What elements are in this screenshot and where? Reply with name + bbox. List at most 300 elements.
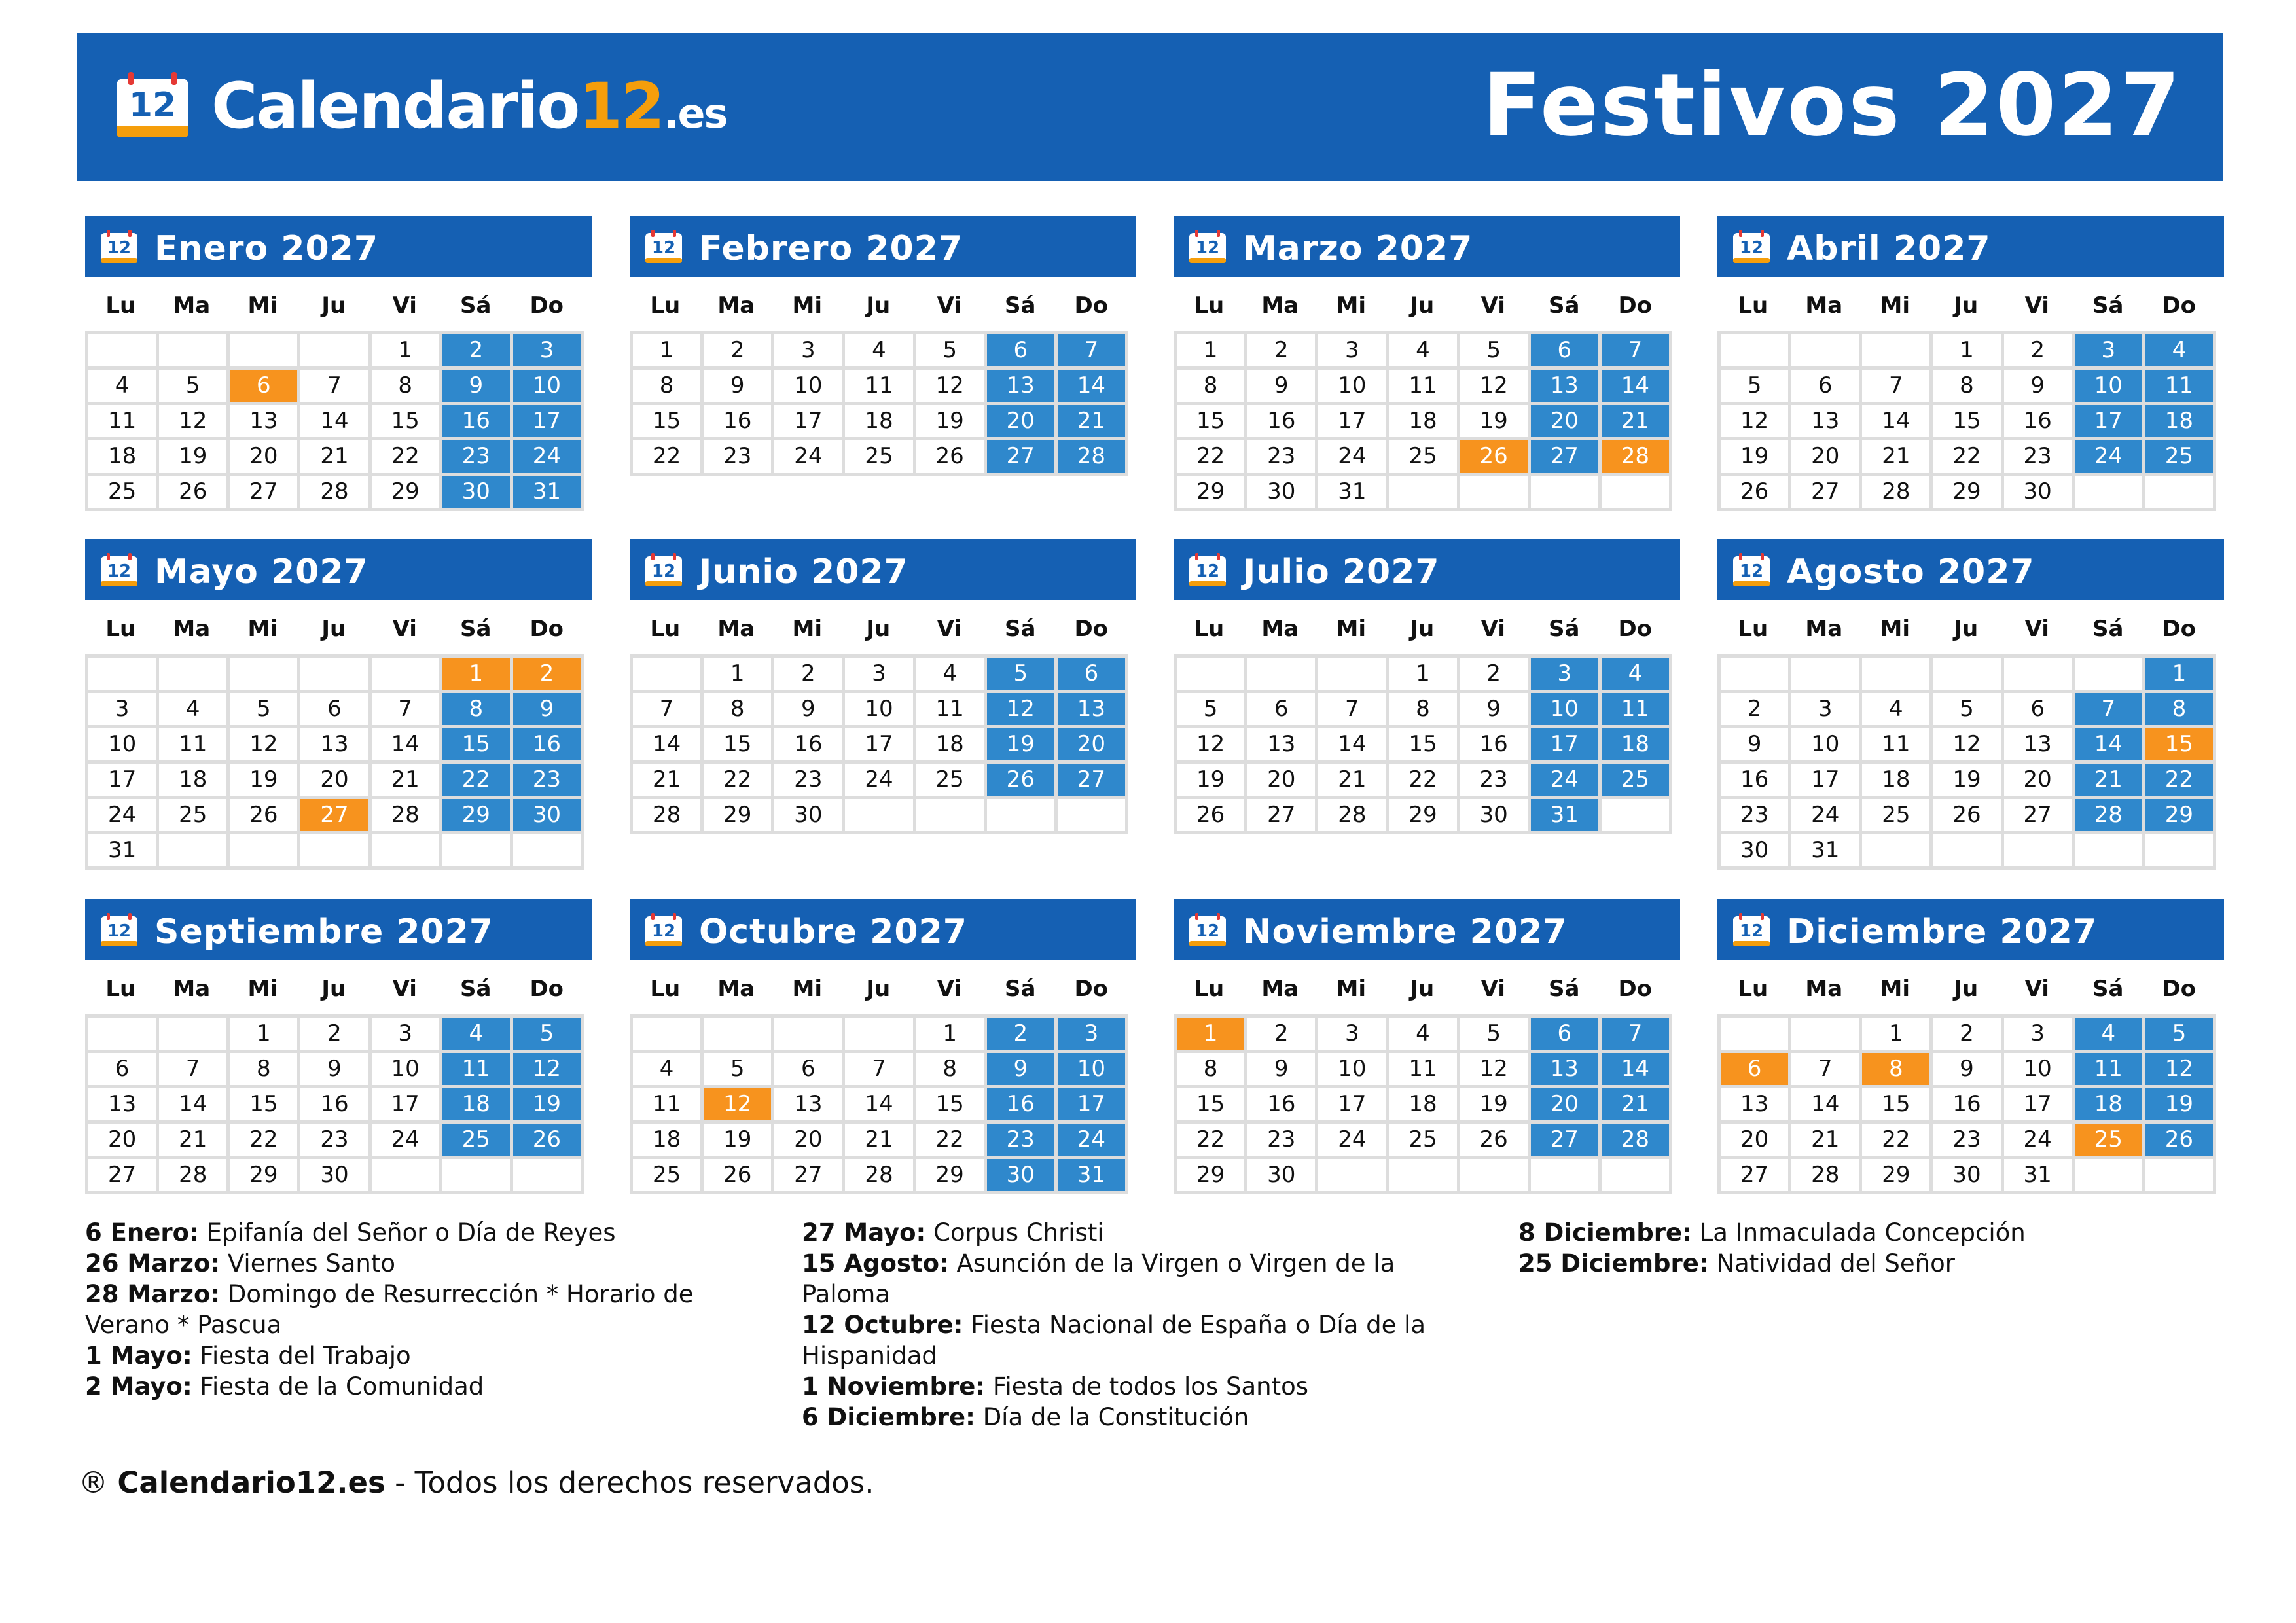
holiday-list-column-3	[1518, 1217, 2212, 1279]
weekday-label: Ju	[321, 616, 346, 642]
empty-day-cell	[1389, 1159, 1456, 1191]
calendar-icon-number: 12	[1195, 921, 1220, 941]
weekday-header-row	[1174, 289, 1672, 322]
day-cell: 6	[987, 334, 1054, 366]
holiday-name: Fiesta de la Comunidad	[200, 1372, 484, 1400]
day-cell: 13	[88, 1088, 156, 1120]
day-cell: 6	[1058, 658, 1125, 690]
day-cell: 29	[2145, 799, 2213, 831]
day-cell: 27	[1058, 764, 1125, 796]
day-cell: 6	[300, 693, 368, 725]
holiday-name: Domingo de Resurrección * Horario de Verano * Pascua	[85, 1280, 694, 1339]
day-cell: 18	[845, 405, 912, 437]
weekday-label: Ju	[866, 616, 891, 642]
day-cell: 21	[159, 1124, 226, 1156]
empty-day-cell	[230, 834, 297, 866]
empty-day-cell	[1791, 1018, 1859, 1050]
day-cell: 8	[230, 1053, 297, 1085]
empty-day-cell	[513, 1159, 581, 1191]
day-cell: 19	[230, 764, 297, 796]
day-grid	[85, 331, 584, 511]
weekday-label: Ma	[173, 293, 211, 319]
day-cell: 20	[230, 440, 297, 473]
day-cell: 17	[774, 405, 842, 437]
day-cell: 14	[300, 405, 368, 437]
day-cell: 18	[2145, 405, 2213, 437]
day-cell: 15	[1389, 728, 1456, 760]
month-title: Marzo 2027	[1243, 229, 1473, 268]
empty-day-cell	[159, 834, 226, 866]
day-cell: 11	[159, 728, 226, 760]
day-cell: 24	[845, 764, 912, 796]
day-cell: 23	[1721, 799, 1788, 831]
weekday-label: Ma	[1261, 293, 1299, 319]
empty-day-cell	[300, 334, 368, 366]
day-cell: 14	[1602, 1053, 1669, 1085]
day-cell: 5	[987, 658, 1054, 690]
day-cell: 25	[2075, 1124, 2142, 1156]
day-cell: 28	[1791, 1159, 1859, 1191]
day-cell: 9	[1247, 370, 1315, 402]
day-cell: 11	[1389, 1053, 1456, 1085]
day-cell: 22	[230, 1124, 297, 1156]
day-cell: 29	[1933, 476, 2000, 508]
day-cell: 14	[1318, 728, 1386, 760]
day-cell: 30	[987, 1159, 1054, 1191]
holiday-item	[802, 1310, 1482, 1371]
day-cell: 5	[1177, 693, 1244, 725]
holiday-name: Día de la Constitución	[982, 1403, 1249, 1431]
day-cell: 13	[1531, 370, 1598, 402]
empty-day-cell	[987, 799, 1054, 831]
month-calendar	[85, 539, 592, 863]
month-calendar	[1717, 216, 2224, 517]
day-cell: 9	[300, 1053, 368, 1085]
day-cell: 21	[1602, 1088, 1669, 1120]
footer-text: - Todos los derechos reservados.	[395, 1465, 874, 1500]
day-cell: 26	[513, 1124, 581, 1156]
weekday-label: Lu	[1738, 976, 1768, 1002]
day-cell: 12	[1177, 728, 1244, 760]
day-cell: 11	[1389, 370, 1456, 402]
day-cell: 10	[372, 1053, 439, 1085]
day-grid	[630, 1014, 1128, 1194]
day-cell: 17	[1318, 1088, 1386, 1120]
weekday-label: Lu	[1194, 976, 1225, 1002]
month-header	[1174, 216, 1680, 277]
day-cell: 8	[1389, 693, 1456, 725]
day-cell: 29	[230, 1159, 297, 1191]
day-cell: 24	[1058, 1124, 1125, 1156]
day-cell: 10	[88, 728, 156, 760]
day-cell: 10	[2004, 1053, 2072, 1085]
empty-day-cell	[1721, 1018, 1788, 1050]
day-cell: 4	[442, 1018, 510, 1050]
weekday-label: Vi	[937, 976, 961, 1002]
holiday-date: 12 Octubre:	[802, 1311, 963, 1339]
day-cell: 9	[1721, 728, 1788, 760]
brand-name: Calendario	[211, 69, 579, 143]
empty-day-cell	[442, 834, 510, 866]
weekday-header-row	[1174, 972, 1672, 1005]
month-title: Mayo 2027	[154, 552, 368, 592]
day-cell: 25	[845, 440, 912, 473]
day-cell: 22	[704, 764, 771, 796]
day-cell: 27	[88, 1159, 156, 1191]
day-cell: 16	[704, 405, 771, 437]
calendar-icon-number: 12	[1739, 921, 1764, 941]
empty-day-cell	[1933, 834, 2000, 866]
day-cell: 26	[1460, 1124, 1528, 1156]
day-cell: 5	[1460, 334, 1528, 366]
month-title: Abril 2027	[1787, 229, 1991, 268]
day-cell: 29	[704, 799, 771, 831]
weekday-label: Ju	[1954, 293, 1979, 319]
weekday-header-row	[1174, 613, 1672, 645]
day-cell: 12	[916, 370, 984, 402]
day-cell: 12	[704, 1088, 771, 1120]
empty-day-cell	[1531, 476, 1598, 508]
day-cell: 12	[987, 693, 1054, 725]
day-cell: 4	[845, 334, 912, 366]
day-cell: 12	[1933, 728, 2000, 760]
day-cell: 5	[704, 1053, 771, 1085]
brand-logo[interactable]	[211, 67, 726, 153]
day-cell: 12	[1721, 405, 1788, 437]
day-cell: 4	[1602, 658, 1669, 690]
day-cell: 20	[300, 764, 368, 796]
day-cell: 17	[88, 764, 156, 796]
day-cell: 17	[1531, 728, 1598, 760]
empty-day-cell	[159, 658, 226, 690]
day-cell: 6	[2004, 693, 2072, 725]
day-cell: 16	[513, 728, 581, 760]
weekday-label: Sá	[1549, 616, 1580, 642]
day-cell: 1	[1177, 334, 1244, 366]
day-cell: 23	[774, 764, 842, 796]
day-cell: 10	[1791, 728, 1859, 760]
day-cell: 3	[1318, 1018, 1386, 1050]
day-cell: 6	[230, 370, 297, 402]
month-title: Febrero 2027	[699, 229, 963, 268]
empty-day-cell	[159, 1018, 226, 1050]
weekday-label: Ju	[1410, 293, 1435, 319]
weekday-label: Ma	[717, 976, 755, 1002]
day-cell: 5	[1721, 370, 1788, 402]
day-cell: 19	[1721, 440, 1788, 473]
empty-day-cell	[1602, 1159, 1669, 1191]
weekday-label: Vi	[392, 293, 417, 319]
day-cell: 10	[1531, 693, 1598, 725]
empty-day-cell	[1602, 799, 1669, 831]
day-cell: 31	[513, 476, 581, 508]
weekday-label: Do	[1074, 616, 1109, 642]
holiday-date: 2 Mayo:	[85, 1372, 192, 1400]
day-cell: 23	[1933, 1124, 2000, 1156]
month-header	[630, 899, 1136, 960]
day-cell: 18	[1862, 764, 1929, 796]
day-cell: 25	[1389, 440, 1456, 473]
day-cell: 13	[774, 1088, 842, 1120]
day-cell: 17	[1318, 405, 1386, 437]
day-cell: 22	[1177, 440, 1244, 473]
day-cell: 8	[1933, 370, 2000, 402]
weekday-label: Vi	[1480, 976, 1505, 1002]
day-cell: 17	[2004, 1088, 2072, 1120]
calendar-icon-number: 12	[651, 921, 676, 941]
day-cell: 7	[159, 1053, 226, 1085]
day-cell: 1	[1862, 1018, 1929, 1050]
brand-tld: .es	[663, 90, 727, 137]
day-cell: 8	[1862, 1053, 1929, 1085]
weekday-label: Ju	[866, 976, 891, 1002]
day-cell: 15	[1933, 405, 2000, 437]
day-cell: 12	[1460, 370, 1528, 402]
day-cell: 10	[845, 693, 912, 725]
copyright-footer	[79, 1463, 874, 1503]
day-cell: 9	[1933, 1053, 2000, 1085]
day-cell: 1	[442, 658, 510, 690]
day-cell: 26	[159, 476, 226, 508]
day-cell: 27	[230, 476, 297, 508]
day-cell: 27	[2004, 799, 2072, 831]
day-cell: 19	[2145, 1088, 2213, 1120]
day-cell: 8	[1177, 1053, 1244, 1085]
day-cell: 16	[2004, 405, 2072, 437]
weekday-label: Do	[529, 293, 564, 319]
weekday-label: Lu	[650, 616, 681, 642]
day-cell: 4	[1389, 334, 1456, 366]
day-cell: 8	[2145, 693, 2213, 725]
day-cell: 28	[2075, 799, 2142, 831]
day-cell: 14	[2075, 728, 2142, 760]
empty-day-cell	[1389, 476, 1456, 508]
day-cell: 12	[230, 728, 297, 760]
empty-day-cell	[704, 1018, 771, 1050]
month-header	[1174, 539, 1680, 600]
day-cell: 29	[1389, 799, 1456, 831]
weekday-label: Do	[1074, 293, 1109, 319]
day-cell: 6	[1721, 1053, 1788, 1085]
empty-day-cell	[916, 799, 984, 831]
day-cell: 12	[513, 1053, 581, 1085]
holiday-item	[1518, 1217, 2212, 1248]
empty-day-cell	[1318, 658, 1386, 690]
day-cell: 21	[1862, 440, 1929, 473]
day-cell: 24	[1318, 1124, 1386, 1156]
day-cell: 2	[1247, 334, 1315, 366]
day-cell: 30	[1460, 799, 1528, 831]
day-cell: 14	[1058, 370, 1125, 402]
holiday-date: 6 Diciembre:	[802, 1403, 975, 1431]
day-cell: 20	[1791, 440, 1859, 473]
month-calendar	[1717, 899, 2224, 1200]
month-calendar	[630, 899, 1136, 1200]
registered-symbol: ®	[79, 1465, 108, 1500]
weekday-label: Do	[529, 616, 564, 642]
day-cell: 19	[1460, 405, 1528, 437]
day-cell: 27	[300, 799, 368, 831]
day-cell: 24	[2004, 1124, 2072, 1156]
day-cell: 6	[1531, 1018, 1598, 1050]
day-cell: 25	[633, 1159, 700, 1191]
day-cell: 7	[845, 1053, 912, 1085]
calendar-icon	[1732, 912, 1771, 948]
day-cell: 28	[1862, 476, 1929, 508]
empty-day-cell	[372, 658, 439, 690]
day-cell: 23	[442, 440, 510, 473]
day-cell: 1	[1389, 658, 1456, 690]
day-cell: 26	[916, 440, 984, 473]
weekday-label: Ma	[1805, 616, 1843, 642]
day-cell: 25	[159, 799, 226, 831]
footer-brand[interactable]: Calendario12.es	[117, 1465, 386, 1500]
weekday-label: Vi	[2024, 293, 2049, 319]
weekday-label: Sá	[2092, 616, 2124, 642]
day-cell: 21	[300, 440, 368, 473]
day-cell: 3	[1791, 693, 1859, 725]
empty-day-cell	[2004, 834, 2072, 866]
day-cell: 6	[88, 1053, 156, 1085]
empty-day-cell	[1721, 658, 1788, 690]
logo-number: 12	[128, 86, 177, 125]
day-cell: 11	[1602, 693, 1669, 725]
day-cell: 30	[442, 476, 510, 508]
day-cell: 3	[372, 1018, 439, 1050]
weekday-header-row	[1717, 289, 2216, 322]
weekday-header-row	[1717, 613, 2216, 645]
calendar-icon	[99, 552, 139, 588]
day-cell: 31	[2004, 1159, 2072, 1191]
month-calendar	[630, 539, 1136, 840]
weekday-label: Lu	[1738, 293, 1768, 319]
empty-day-cell	[1791, 334, 1859, 366]
month-calendar	[1717, 539, 2224, 863]
day-cell: 14	[1791, 1088, 1859, 1120]
day-cell: 1	[916, 1018, 984, 1050]
holiday-date: 25 Diciembre:	[1518, 1249, 1709, 1277]
calendar-icon	[1188, 552, 1227, 588]
day-cell: 23	[1247, 440, 1315, 473]
holiday-date: 28 Marzo:	[85, 1280, 221, 1308]
weekday-label: Do	[2162, 293, 2197, 319]
month-calendar	[85, 899, 592, 1200]
day-cell: 6	[1247, 693, 1315, 725]
day-cell: 5	[1933, 693, 2000, 725]
day-cell: 19	[704, 1124, 771, 1156]
day-cell: 9	[1247, 1053, 1315, 1085]
day-cell: 18	[88, 440, 156, 473]
holiday-name: La Inmaculada Concepción	[1699, 1219, 2026, 1247]
day-cell: 4	[633, 1053, 700, 1085]
weekday-label: Ju	[866, 293, 891, 319]
day-cell: 19	[1177, 764, 1244, 796]
day-cell: 2	[513, 658, 581, 690]
weekday-label: Vi	[937, 293, 961, 319]
empty-day-cell	[1721, 334, 1788, 366]
day-cell: 4	[1389, 1018, 1456, 1050]
day-cell: 24	[2075, 440, 2142, 473]
day-cell: 5	[2145, 1018, 2213, 1050]
day-cell: 12	[1460, 1053, 1528, 1085]
day-cell: 3	[513, 334, 581, 366]
day-cell: 20	[1247, 764, 1315, 796]
month-header	[1717, 216, 2224, 277]
month-header	[630, 539, 1136, 600]
month-calendar	[1174, 539, 1680, 840]
calendar-icon	[644, 912, 683, 948]
day-cell: 21	[2075, 764, 2142, 796]
day-cell: 18	[159, 764, 226, 796]
day-cell: 24	[513, 440, 581, 473]
holiday-date: 15 Agosto:	[802, 1249, 949, 1277]
weekday-header-row	[85, 972, 584, 1005]
day-cell: 27	[987, 440, 1054, 473]
day-cell: 2	[442, 334, 510, 366]
day-cell: 2	[774, 658, 842, 690]
holiday-name: Natividad del Señor	[1716, 1249, 1955, 1277]
day-cell: 19	[159, 440, 226, 473]
weekday-label: Ju	[321, 293, 346, 319]
weekday-label: Vi	[2024, 616, 2049, 642]
day-cell: 16	[1460, 728, 1528, 760]
day-cell: 25	[1862, 799, 1929, 831]
day-cell: 30	[1933, 1159, 2000, 1191]
day-cell: 26	[1460, 440, 1528, 473]
day-cell: 11	[2075, 1053, 2142, 1085]
empty-day-cell	[88, 658, 156, 690]
empty-day-cell	[2145, 834, 2213, 866]
day-cell: 2	[704, 334, 771, 366]
day-cell: 20	[774, 1124, 842, 1156]
holiday-date: 8 Diciembre:	[1518, 1219, 1692, 1247]
day-cell: 18	[2075, 1088, 2142, 1120]
day-cell: 28	[1602, 1124, 1669, 1156]
weekday-label: Do	[1074, 976, 1109, 1002]
day-cell: 11	[2145, 370, 2213, 402]
day-cell: 1	[230, 1018, 297, 1050]
day-cell: 15	[1862, 1088, 1929, 1120]
day-cell: 24	[1318, 440, 1386, 473]
empty-day-cell	[633, 1018, 700, 1050]
day-cell: 28	[159, 1159, 226, 1191]
day-cell: 24	[88, 799, 156, 831]
day-cell: 1	[1933, 334, 2000, 366]
empty-day-cell	[845, 799, 912, 831]
weekday-label: Sá	[1005, 976, 1036, 1002]
holiday-item	[802, 1248, 1482, 1310]
weekday-label: Ma	[173, 976, 211, 1002]
calendar-icon	[99, 912, 139, 948]
holiday-date: 27 Mayo:	[802, 1219, 926, 1247]
day-cell: 24	[774, 440, 842, 473]
day-cell: 14	[1862, 405, 1929, 437]
calendar-icon-number: 12	[1739, 238, 1764, 258]
day-cell: 31	[1791, 834, 1859, 866]
day-cell: 17	[1058, 1088, 1125, 1120]
weekday-label: Do	[1618, 976, 1653, 1002]
day-cell: 29	[1177, 1159, 1244, 1191]
day-cell: 8	[372, 370, 439, 402]
day-cell: 25	[1389, 1124, 1456, 1156]
holiday-list-column-2	[802, 1217, 1482, 1433]
day-cell: 18	[633, 1124, 700, 1156]
weekday-label: Ju	[1954, 976, 1979, 1002]
day-grid	[1717, 331, 2216, 511]
day-grid	[1174, 654, 1672, 834]
day-cell: 22	[372, 440, 439, 473]
weekday-label: Vi	[2024, 976, 2049, 1002]
